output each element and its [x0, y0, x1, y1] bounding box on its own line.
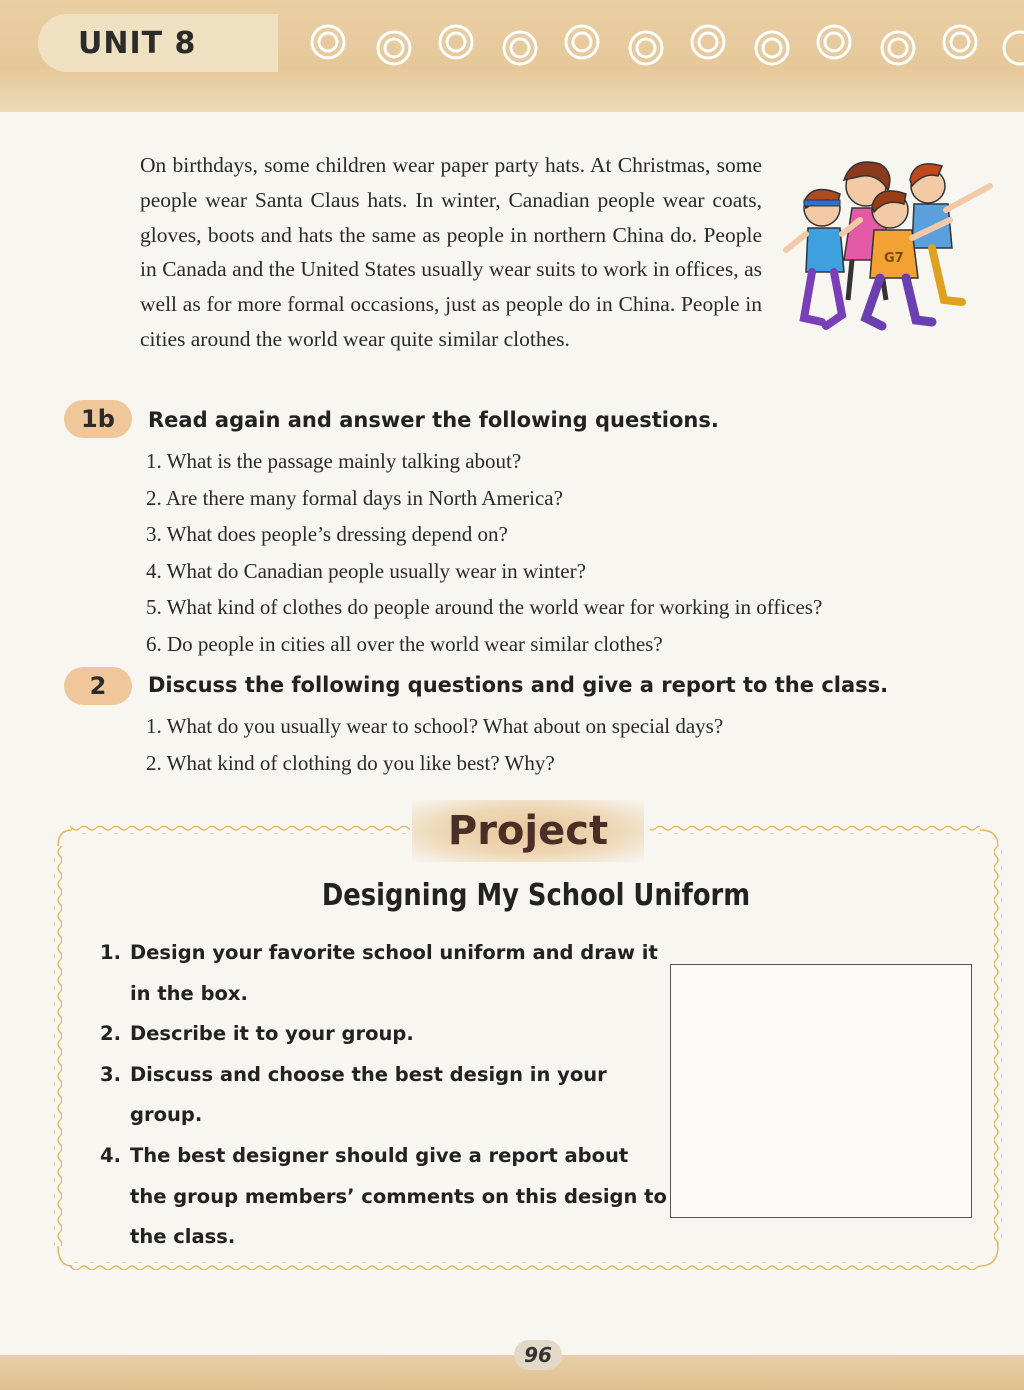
step-number: 4. — [100, 1143, 121, 1167]
shirt-text: G7 — [884, 251, 904, 266]
section-1b-title: Read again and answer the following questions. — [148, 408, 719, 432]
page-number: 96 — [514, 1340, 562, 1370]
list-item: 2. Are there many formal days in North America? — [146, 485, 563, 510]
step-text: Discuss and choose the best design in your group. — [130, 1062, 607, 1127]
list-item: 6. Do people in cities all over the world wear similar clothes? — [146, 631, 663, 656]
list-item: 5. What kind of clothes do people around the world wear for working in offices? — [146, 595, 823, 620]
step-text: The best designer should give a report about the group members’ comments on this design to the class. — [130, 1143, 667, 1249]
step-text: Describe it to your group. — [130, 1022, 414, 1046]
list-item: 1. What is the passage mainly talking about? — [146, 449, 522, 473]
section-2-title: Discuss the following questions and give a report to the class. — [148, 673, 889, 697]
list-item — [100, 933, 670, 1014]
drawing-box — [670, 964, 972, 1218]
project-label: Project — [412, 800, 644, 862]
list-item — [100, 1014, 670, 1055]
unit-label: UNIT 8 — [78, 26, 197, 61]
step-number: 3. — [100, 1062, 121, 1086]
step-text: Design your favorite school uniform and draw it in the box. — [130, 941, 658, 1005]
project-title: Designing My School Uniform — [321, 878, 751, 913]
page-footer — [0, 1355, 1024, 1390]
list-item: 3. What does people’s dressing depend on? — [146, 522, 508, 547]
step-number: 2. — [100, 1022, 121, 1046]
list-item: 1. What do you usually wear to school? What about on special days? — [146, 714, 724, 738]
list-item: 4. What do Canadian people usually wear in winter? — [146, 558, 586, 583]
list-item — [100, 1055, 670, 1136]
section-1b-badge: 1b — [64, 400, 132, 438]
list-item — [100, 1136, 670, 1258]
step-number: 1. — [100, 941, 121, 964]
list-item: 2. What kind of clothing do you like best? Why? — [146, 750, 555, 775]
reading-passage: On birthdays, some children wear paper party hats. At Christmas, some people wear Santa Claus hats. In winter, Canadian people wear coats, gloves, boots and hats the same as people in northern China do. People in Canada and the United States usually wear suits to work in offices, as well as for more formal occasions, just as people do in China. People in cities around the world wear quite similar clothes. — [140, 153, 762, 351]
project-steps — [100, 933, 670, 1258]
section-2-badge: 2 — [64, 667, 132, 705]
